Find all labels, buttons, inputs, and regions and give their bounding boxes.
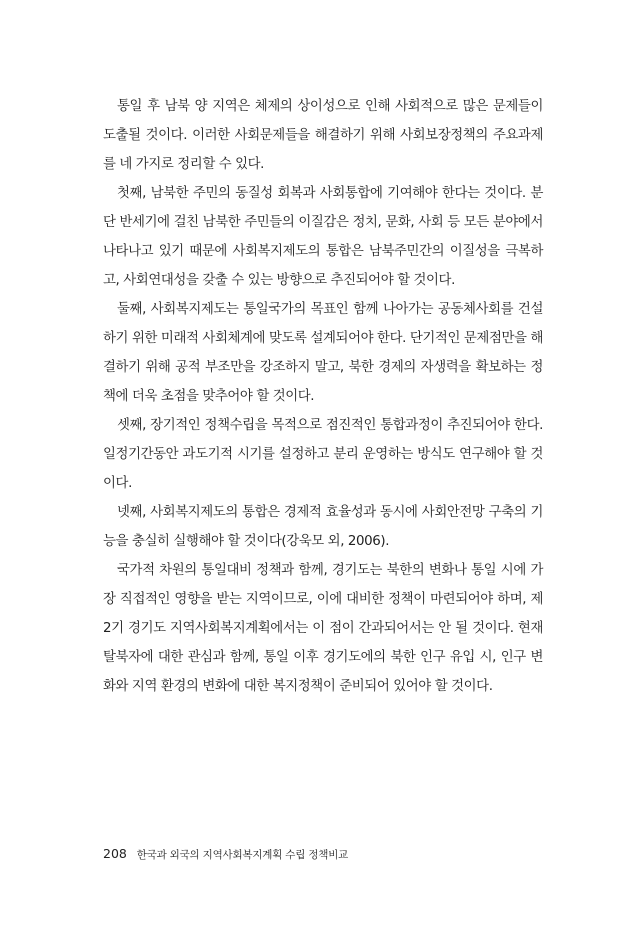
body-text xyxy=(103,92,543,701)
paragraph-intro: 통일 후 남북 양 지역은 체제의 상이성으로 인해 사회적으로 많은 문제들이 도출될 것이다. 이러한 사회문제들을 해결하기 위해 사회보장정책의 주요과제를 네 가지로 정리할 수 있다. xyxy=(103,99,543,172)
page-number: 208 xyxy=(103,846,127,861)
paragraph-second-task: 둘째, 사회복지제도는 통일국가의 목표인 함께 나아가는 공동체사회를 건설하기 위한 미래적 사회체계에 맞도록 설계되어야 한다. 단기적인 문제점만을 해결하기 위해 공적 부조만을 강조하지 말고, 북한 경제의 자생력을 확보하는 정책에 더욱 초점을 맞추어야 할 것이다. xyxy=(103,302,543,404)
paragraph-third-task: 셋째, 장기적인 정책수립을 목적으로 점진적인 통합과정이 추진되어야 한다. 일정기간동안 과도기적 시기를 설정하고 분리 운영하는 방식도 연구해야 할 것이다. xyxy=(103,418,543,491)
paragraph-gyeonggi-policy: 국가적 차원의 통일대비 정책과 함께, 경기도는 북한의 변화나 통일 시에 가장 직접적인 영향을 받는 지역이므로, 이에 대비한 정책이 마련되어야 하며, 제 2기 경기도 지역사회복지계획에서는 이 점이 간과되어서는 안 될 것이다. 현재 탈북자에 대한 관심과 함께, 통일 이후 경기도에의 북한 인구 유입 시, 인구 변화와 지역 환경의 변화에 대한 복지정책이 준비되어 있어야 할 것이다. xyxy=(103,563,543,694)
paragraph-first-task: 첫째, 남북한 주민의 동질성 회복과 사회통합에 기여해야 한다는 것이다. 분단 반세기에 걸친 남북한 주민들의 이질감은 정치, 문화, 사회 등 모든 분야에서 나타나고 있기 때문에 사회복지제도의 통합은 남북주민간의 이질성을 극복하고, 사회연대성을 갖출 수 있는 방향으로 추진되어야 할 것이다. xyxy=(103,186,543,288)
paragraph-fourth-task: 넷째, 사회복지제도의 통합은 경제적 효율성과 동시에 사회안전망 구축의 기능을 충실히 실행해야 할 것이다(강욱모 외, 2006). xyxy=(103,505,543,549)
page-footer xyxy=(103,846,348,862)
running-title: 한국과 외국의 지역사회복지계획 수립 정책비교 xyxy=(136,849,349,861)
